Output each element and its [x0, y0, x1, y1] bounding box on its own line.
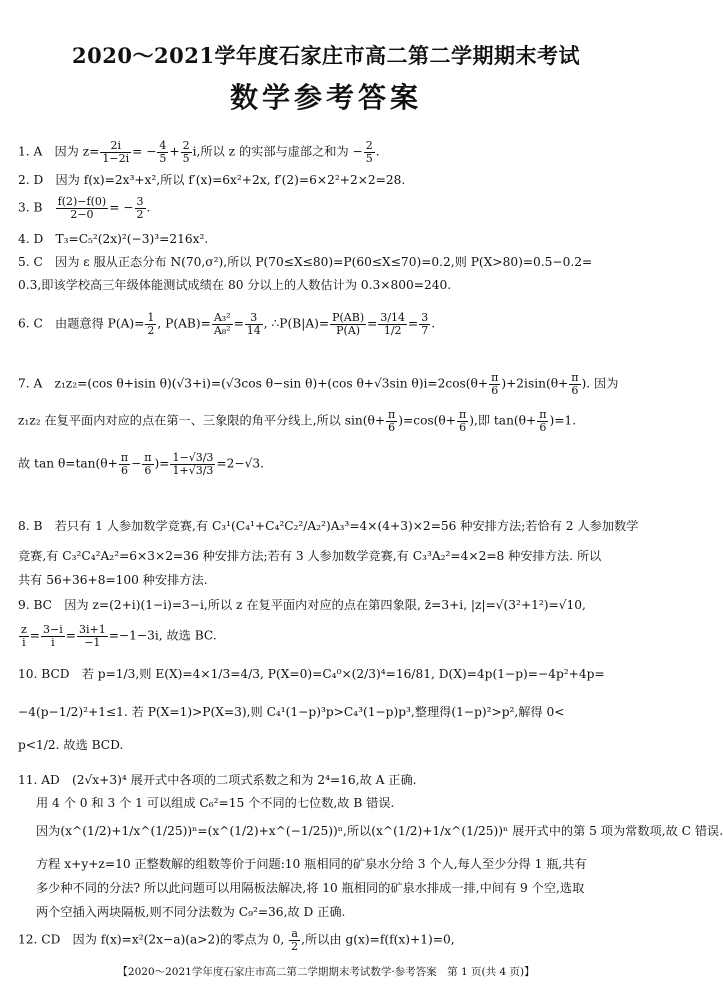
- text-run: =: [367, 316, 378, 331]
- answer-8-line-2: 竞赛,有 C₃²C₄²A₂²=6×3×2=36 种安排方法;若有 3 人参加数学竞赛,有 C₃³A₂²=4×2=8 种安排方法. 所以: [18, 549, 602, 563]
- text-run: 故 tan θ=tan(θ+: [18, 456, 118, 471]
- text-run: = −: [109, 200, 134, 215]
- fraction: [145, 312, 156, 336]
- text-run: 12. CD 因为 f(x)=x²(2x−a)(a>2)的零点为 0,: [18, 932, 289, 947]
- text-run: )=1.: [549, 413, 577, 428]
- fraction: [100, 140, 131, 164]
- numerator: 2i: [100, 140, 131, 153]
- denominator: 5: [365, 151, 373, 165]
- text-run: z₁z₂ 在复平面内对应的点在第一、三象限的角平分线上,所以 sin(θ+: [18, 413, 386, 428]
- denominator: 2: [291, 939, 299, 953]
- text-run: +: [169, 144, 180, 159]
- denominator: 6: [459, 420, 467, 434]
- fraction: [489, 372, 500, 396]
- fraction: [77, 624, 108, 648]
- fraction: [56, 196, 109, 220]
- denominator: 2: [136, 207, 144, 221]
- text-run: i,所以 z 的实部与虚部之和为 −: [192, 144, 363, 159]
- answer-8-line-1: 8. B 若只有 1 人参加数学竞赛,有 C₃¹(C₄¹+C₄²C₂²/A₂²)A₃³=4×(4+3)×2=56 种安排方法;若恰有 2 人参加数学: [18, 519, 639, 533]
- answer-7-line-3: [18, 452, 264, 476]
- numerator: 2: [365, 139, 373, 152]
- fraction: [212, 312, 233, 336]
- denominator: 5: [159, 151, 167, 165]
- answer-1: [18, 140, 380, 164]
- fraction: [119, 452, 130, 476]
- text-run: = −: [132, 144, 157, 159]
- numerator: 3: [245, 312, 263, 325]
- denominator: P(A): [336, 323, 361, 337]
- numerator: π: [539, 408, 547, 421]
- denominator: 1+√3/3: [172, 463, 214, 477]
- text-run: =: [408, 316, 419, 331]
- answer-11-line-5: 多少种不同的分法? 所以此问题可以用隔板法解决,将 10 瓶相同的矿泉水排成一排,中间有 9 个空,选取: [36, 881, 585, 895]
- fraction: [19, 624, 29, 648]
- text-run: =: [65, 628, 76, 643]
- denominator: 1−2i: [102, 151, 130, 165]
- text-run: , P(AB)=: [157, 316, 211, 331]
- fraction: [537, 409, 548, 433]
- fraction: [135, 196, 146, 220]
- answer-7-line-2: [18, 409, 576, 433]
- text-run: =−1−3i, 故选 BC.: [108, 628, 217, 643]
- denominator: 6: [539, 420, 547, 434]
- fraction: [569, 372, 580, 396]
- text-run: .: [146, 200, 151, 215]
- denominator: 6: [571, 383, 579, 397]
- numerator: a: [289, 928, 300, 941]
- numerator: P(AB): [332, 311, 365, 324]
- answer-12: [18, 928, 455, 952]
- numerator: z: [21, 623, 27, 636]
- text-run: =: [29, 628, 41, 643]
- fraction: [181, 140, 192, 164]
- denominator: 2: [147, 323, 155, 337]
- text-run: 1. A 因为 z=: [18, 144, 100, 159]
- denominator: 2−0: [70, 207, 94, 221]
- page-title: 数学参考答案: [229, 81, 422, 114]
- page-footer: 【2020～2021学年度石家庄市高二第二学期期末考试数学·参考答案 第 1 页(共 4 页)】: [117, 966, 535, 978]
- fraction: [386, 409, 397, 433]
- text-run: ),即 tan(θ+: [469, 413, 537, 428]
- denominator: 1/2: [383, 323, 402, 337]
- denominator: −1: [84, 635, 101, 649]
- answer-11-line-1: 11. AD (2√x+3)⁴ 展开式中各项的二项式系数之和为 2⁴=16,故 A 正确.: [18, 773, 417, 787]
- text-run: , ∴P(B|A)=: [263, 316, 330, 331]
- answer-2: 2. D 因为 f(x)=2x³+x²,所以 f′(x)=6x²+2x, f′(2)=6×2²+2×2=28.: [18, 173, 406, 187]
- text-run: ,所以由 g(x)=f(f(x)+1)=0,: [301, 932, 455, 947]
- text-run: .: [431, 316, 436, 331]
- answer-3: [18, 196, 150, 220]
- fraction: [330, 312, 366, 336]
- answer-4: 4. D T₃=C₅²(2x)²(−3)³=216x².: [18, 232, 209, 246]
- denominator: 14: [246, 323, 261, 337]
- answer-8-line-3: 共有 56+36+8=100 种安排方法.: [18, 573, 208, 587]
- text-run: ). 因为: [581, 376, 619, 391]
- text-run: )=: [154, 456, 170, 471]
- numerator: π: [571, 371, 579, 384]
- numerator: 3i+1: [78, 623, 106, 636]
- answer-5-line-2: 0.3,即该学校高三年级体能测试成绩在 80 分以上的人数估计为 0.3×800=240.: [18, 278, 452, 292]
- text-run: .: [375, 144, 380, 159]
- answer-5-line-1: 5. C 因为 ε 服从正态分布 N(70,σ²),所以 P(70≤X≤80)=P(60≤X≤70)=0.2,则 P(X>80)=0.5−0.2=: [18, 255, 593, 269]
- numerator: 1: [147, 311, 155, 324]
- text-run: −: [131, 456, 142, 471]
- denominator: 6: [144, 463, 152, 477]
- text-run: 6. C 由题意得 P(A)=: [18, 316, 145, 331]
- numerator: f(2)−f(0): [57, 195, 107, 208]
- fraction: [170, 452, 215, 476]
- text-run: =: [233, 316, 244, 331]
- answer-11-line-3: 因为(x^(1/2)+1/x^(1/25))ⁿ=(x^(1/2)+x^(−1/25))ⁿ,所以(x^(1/2)+1/x^(1/25))ⁿ 展开式中的第 5 项为常数项,故 C 错误.: [36, 824, 723, 838]
- answer-10-line-1: 10. BCD 若 p=1/3,则 E(X)=4×1/3=4/3, P(X=0)=C₄⁰×(2/3)⁴=16/81, D(X)=4p(1−p)=−4p²+4p=: [18, 667, 605, 681]
- numerator: 3: [421, 311, 429, 324]
- text-run: 3. B: [18, 200, 55, 215]
- denominator: 7: [421, 323, 429, 337]
- fraction: [41, 624, 65, 648]
- numerator: 3/14: [380, 311, 406, 324]
- fraction: [157, 140, 168, 164]
- denominator: 6: [120, 463, 128, 477]
- fraction: [142, 452, 153, 476]
- exam-title: 2020～2021学年度石家庄市高二第二学期期末考试: [72, 43, 580, 68]
- numerator: π: [388, 408, 396, 421]
- numerator: 2: [182, 139, 190, 152]
- text-run: 7. A z₁z₂=(cos θ+isin θ)(√3+i)=(√3cos θ−sin θ)+(cos θ+√3sin θ)i=2cos(θ+: [18, 376, 489, 391]
- fraction: [364, 140, 375, 164]
- fraction: [289, 928, 300, 952]
- answer-10-line-3: p<1/2. 故选 BCD.: [18, 738, 124, 752]
- text-run: )+2isin(θ+: [501, 376, 569, 391]
- numerator: π: [458, 408, 467, 421]
- denominator: 6: [388, 420, 396, 434]
- numerator: 4: [159, 139, 167, 152]
- numerator: π: [491, 371, 499, 384]
- answer-10-line-2: −4(p−1/2)²+1≤1. 若 P(X=1)>P(X=3),则 C₄¹(1−p)³p>C₄³(1−p)p³,整理得(1−p)²>p²,解得 0<: [18, 705, 565, 719]
- answer-9-line-1: 9. BC 因为 z=(2+i)(1−i)=3−i,所以 z 在复平面内对应的点在第四象限, z̄=3+i, |z|=√(3²+1²)=√10,: [18, 598, 586, 612]
- answer-9-line-2: [18, 624, 217, 648]
- fraction: [245, 312, 263, 336]
- answer-11-line-4: 方程 x+y+z=10 正整数解的组数等价于问题:10 瓶相同的矿泉水分给 3 个人,每人至少分得 1 瓶,共有: [36, 857, 587, 871]
- numerator: π: [144, 451, 152, 464]
- numerator: A₃²: [213, 311, 231, 324]
- fraction: [419, 312, 430, 336]
- answer-11-line-2: 用 4 个 0 和 3 个 1 可以组成 C₆²=15 个不同的七位数,故 B 错误.: [36, 796, 395, 810]
- answer-11-line-6: 两个空插入两块隔板,则不同分法数为 C₉²=36,故 D 正确.: [36, 905, 346, 919]
- fraction: [378, 312, 407, 336]
- numerator: 3: [136, 195, 144, 208]
- numerator: π: [120, 451, 129, 464]
- denominator: i: [22, 635, 26, 649]
- denominator: 5: [182, 151, 190, 165]
- text-run: )=cos(θ+: [398, 413, 456, 428]
- numerator: 1−√3/3: [172, 451, 214, 464]
- fraction: [457, 409, 468, 433]
- answer-6: [18, 312, 435, 336]
- numerator: 3−i: [43, 623, 63, 636]
- text-run: =2−√3.: [216, 456, 264, 471]
- denominator: A₈²: [213, 323, 231, 337]
- denominator: i: [51, 635, 55, 649]
- answer-7-line-1: [18, 372, 618, 396]
- denominator: 6: [491, 383, 499, 397]
